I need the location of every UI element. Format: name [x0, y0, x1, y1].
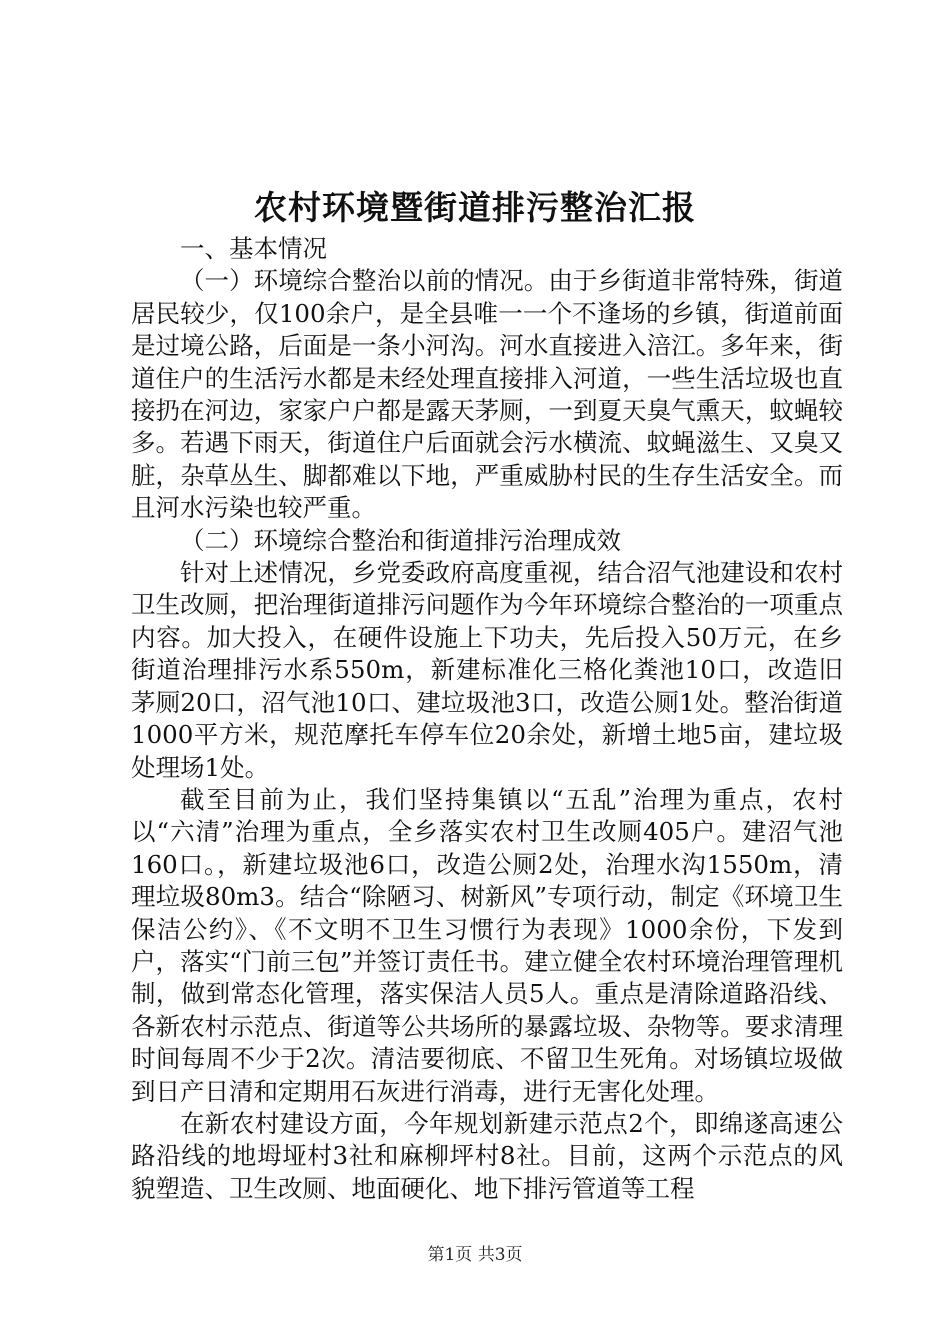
- paragraph-progress: 截至目前为止，我们坚持集镇以“五乱”治理为重点，农村以“六清”治理为重点，全乡落实农村卫生改厕405户。建沼气池160口。，新建垃圾池6口，改造公厕2处，治理水沟1550m，清理垃圾80m3。结合“除陋习、树新风”专项行动，制定《环境卫生保洁公约》、《不文明不卫生习惯行为表现》1000余份，下发到户，落实“门前三包”并签订责任书。建立健全农村环境治理管理机制，做到常态化管理，落实保洁人员5人。重点是清除道路沿线、各新农村示范点、街道等公共场所的暴露垃圾、杂物等。要求清理时间每周不少于2次。清洁要彻底、不留卫生死角。对场镇垃圾做到日产日清和定期用石灰进行消毒，进行无害化处理。: [131, 784, 843, 1106]
- section-heading-basic-situation: 一、基本情况: [180, 234, 327, 263]
- paragraph-before-renovation: [131, 265, 843, 524]
- paragraph-new-village: 在新农村建设方面，今年规划新建示范点2个，即绵遂高速公路沿线的地坶垭村3社和麻柳坪村8社。目前，这两个示范点的风貌塑造、卫生改厕、地面硬化、地下排污管道等工程: [131, 1108, 843, 1203]
- subsection-heading-results: （二）环境综合整治和街道排污治理成效: [180, 525, 621, 555]
- paragraph-before-renovation-text: 由于乡街道非常特殊，街道居民较少，仅100余户，是全县唯一一个不逢场的乡镇，街道前面是过境公路，后面是一条小河沟。河水直接进入涪江。多年来，街道住户的生活污水都是未经处理直接排入河道，一些生活垃圾也直接扔在河边，家家户户都是露天茅厕，一到夏天臭气熏天，蚊蝇较多。若遇下雨天，街道住户后面就会污水横流、蚊蝇滋生、又臭又脏，杂草丛生、脚都难以下地，严重威胁村民的生存生活安全。而且河水污染也较严重。: [131, 266, 844, 523]
- subsection-heading-before: （一）环境综合整治以前的情况。: [180, 266, 549, 296]
- document-title: 农村环境暨街道排污整治汇报: [254, 188, 696, 227]
- paragraph-investment: 针对上述情况，乡党委政府高度重视，结合沼气池建设和农村卫生改厕，把治理街道排污问题作为今年环境综合整治的一项重点内容。加大投入，在硬件设施上下功夫，先后投入50万元，在乡街道治理排污水系550m，新建标准化三格化粪池10口，改造旧茅厕20口，沼气池10口、建垃圾池3口，改造公厕1处。整治街道1000平方米，规范摩托车停车位20余处，新增土地5亩，建垃圾处理场1处。: [131, 558, 843, 782]
- document-body: [131, 233, 843, 1205]
- page-footer: 第1页 共3页: [427, 1245, 523, 1265]
